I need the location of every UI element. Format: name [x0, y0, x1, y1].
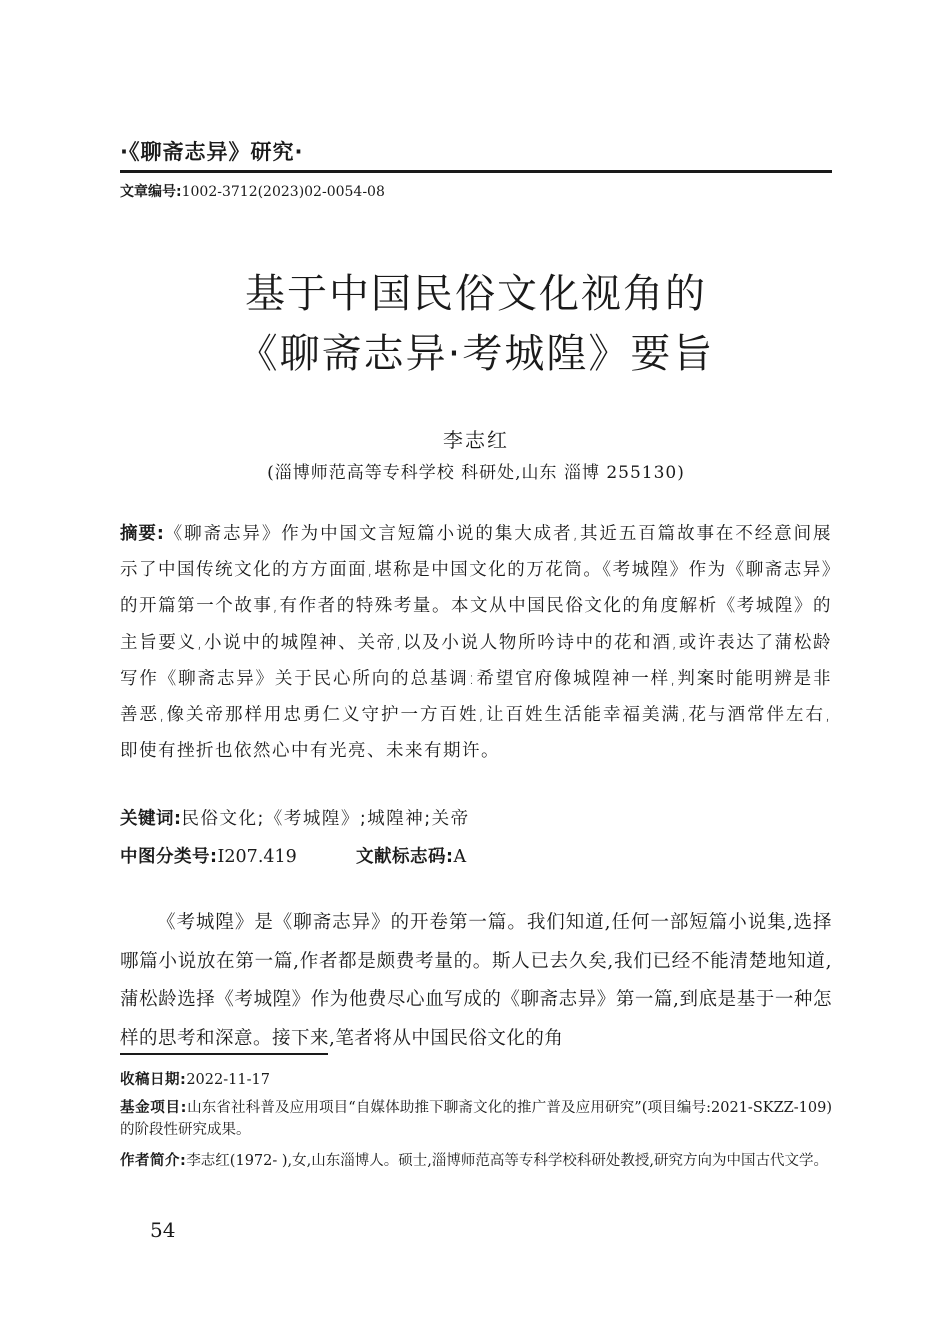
author-bio-label: 作者简介:: [120, 1153, 187, 1169]
article-number-value: 1002-3712(2023)02-0054-08: [181, 184, 385, 200]
received-label: 收稿日期:: [120, 1072, 187, 1088]
title-line-1: 基于中国民俗文化视角的: [245, 271, 707, 317]
article-number-label: 文章编号:: [120, 184, 182, 200]
footnote-rule: [120, 1053, 328, 1055]
keywords: [120, 805, 470, 830]
fund-label: 基金项目:: [120, 1100, 187, 1116]
clc-number: [120, 843, 297, 868]
title-line-2: 《聊斋志异·考城隍》要旨: [237, 331, 715, 377]
document-code: [356, 843, 466, 868]
keywords-text: 民俗文化;《考城隍》;城隍神;关帝: [181, 809, 470, 829]
clc-value: I207.419: [217, 847, 297, 867]
section-label: ·《聊斋志异》研究·: [120, 140, 304, 164]
abstract-text: 《聊斋志异》作为中国文言短篇小说的集大成者,其近五百篇故事在不经意间展示了中国传统文化的方方面面,堪称是中国文化的万花筒。《考城隍》作为《聊斋志异》的开篇第一个故事,有作者的特殊考量。本文从中国民俗文化的角度解析《考城隍》的主旨要义,小说中的城隍神、关帝,以及小说人物所吟诗中的花和酒,或许表达了蒲松龄写作《聊斋志异》关于民心所向的总基调:希望官府像城隍神一样,判案时能明辨是非善恶,像关帝那样用忠勇仁义守护一方百姓,让百姓生活能幸福美满,花与酒常伴左右,即使有挫折也依然心中有光亮、未来有期许。: [120, 524, 833, 762]
author-bio-value: 李志红(1972- ),女,山东淄博人。硕士,淄博师范高等专科学校科研处教授,研究方向为中国古代文学。: [186, 1153, 828, 1169]
doc-code-value: A: [453, 847, 467, 867]
clc-label: 中图分类号:: [120, 847, 218, 867]
keywords-label: 关键词:: [120, 809, 182, 829]
header-rule: [120, 170, 832, 173]
footnote-author: [120, 1150, 832, 1172]
page-number: 54: [150, 1218, 176, 1242]
author-name: 李志红: [443, 428, 509, 452]
footnote-fund: [120, 1097, 832, 1141]
doc-code-label: 文献标志码:: [356, 847, 454, 867]
abstract: [120, 516, 832, 769]
author-affiliation: (淄博师范高等专科学校 科研处,山东 淄博 255130): [267, 463, 685, 483]
received-value: 2022-11-17: [186, 1072, 270, 1088]
abstract-label: 摘要:: [120, 524, 165, 544]
article-number: [120, 181, 385, 201]
fund-value: 山东省社科普及应用项目“自媒体助推下聊斋文化的推广普及应用研究”(项目编号:2021-SKZZ-109)的阶段性研究成果。: [120, 1100, 832, 1138]
footnote-received: [120, 1069, 832, 1091]
body-paragraph: 《考城隍》是《聊斋志异》的开卷第一篇。我们知道,任何一部短篇小说集,选择哪篇小说放在第一篇,作者都是颇费考量的。斯人已去久矣,我们已经不能清楚地知道,蒲松龄选择《考城隍》作为他费尽心血写成的《聊斋志异》第一篇,到底是基于一种怎样的思考和深意。接下来,笔者将从中国民俗文化的角: [120, 912, 832, 1049]
